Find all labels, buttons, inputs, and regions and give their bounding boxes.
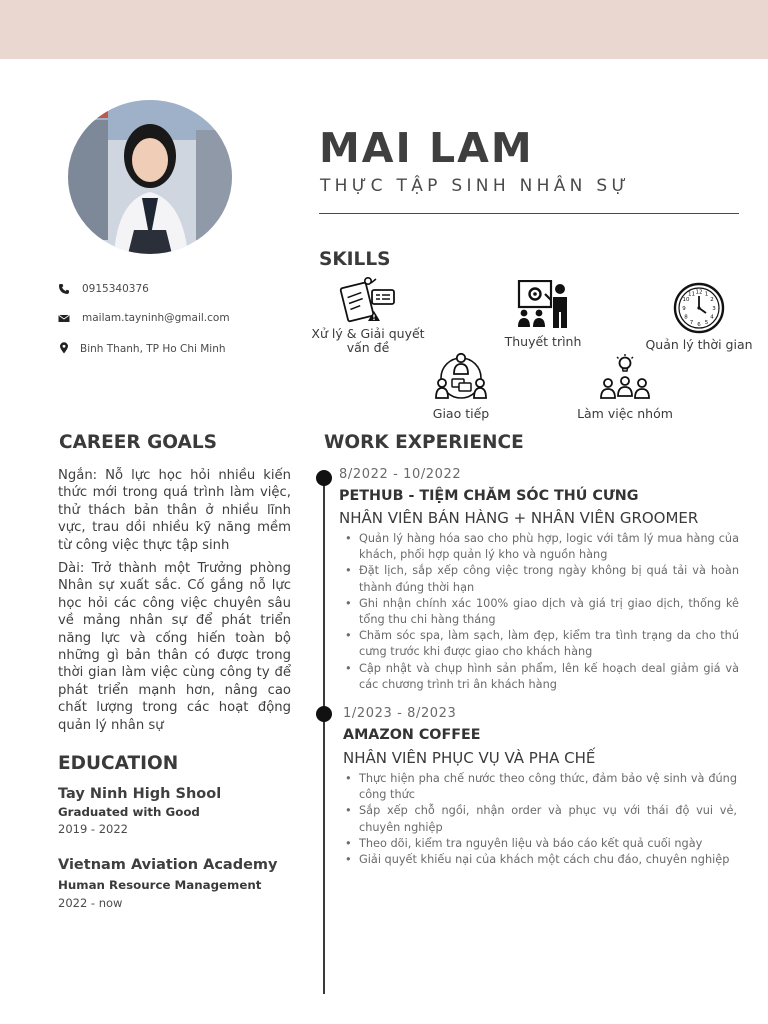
job-company: PETHUB - TIỆM CHĂM SÓC THÚ CƯNG — [339, 488, 639, 504]
presentation-icon — [515, 280, 571, 330]
skill-presentation — [496, 280, 590, 349]
job-duty-item: • Chăm sóc spa, làm sạch, làm đẹp, kiểm tra tình trạng da cho thú cưng trước khi được giao cho khách hàng — [341, 628, 739, 660]
problem-solving-icon — [338, 275, 398, 327]
timeline-dot — [316, 706, 332, 722]
skills-heading: SKILLS — [319, 249, 391, 270]
location-pin-icon — [58, 342, 70, 354]
job-duty-item: • Thực hiện pha chế nước theo công thức, đảm bảo vệ sinh và đúng công thức — [341, 771, 737, 803]
education-dates: 2022 - now — [58, 896, 123, 910]
career-goals-text — [58, 467, 291, 740]
skill-label: Giao tiếp — [432, 406, 490, 421]
job-duty-item: • Cập nhật và chụp hình sản phẩm, lên kế hoạch deal giảm giá và các chương trình tri ân khách hàng — [341, 661, 739, 693]
skill-label: Xử lý & Giải quyết — [311, 326, 425, 341]
skill-time-management — [645, 282, 753, 352]
svg-text:1: 1 — [704, 291, 709, 298]
timeline-line — [323, 478, 325, 994]
mail-icon — [58, 312, 70, 324]
svg-text:9: 9 — [682, 306, 686, 312]
svg-text:2: 2 — [710, 297, 714, 303]
candidate-role: THỰC TẬP SINH NHÂN SỰ — [320, 176, 631, 196]
career-goals-heading: CAREER GOALS — [59, 432, 217, 453]
career-goal-long: Dài: Trở thành một Trưởng phòng Nhân sự xuất sắc. Cố gắng nỗ lực học hỏi các công việc chuyên sâu về mảng nhân sự để phát triển năng lực và cống hiến toàn bộ những gì bản thân có được trong thời gian làm việc cùng công ty để phát triển mạnh hơn, nâng cao chất lượng trong các hoạt động quản lý nhân sự — [58, 561, 291, 733]
profile-photo — [68, 100, 232, 254]
job-dates: 1/2023 - 8/2023 — [343, 706, 457, 721]
education-school: Tay Ninh High Shool — [58, 786, 222, 802]
svg-text:11: 11 — [688, 291, 695, 298]
top-color-band — [0, 0, 768, 59]
job-duty-item: • Ghi nhận chính xác 100% giao dịch và giá trị giao dịch, thống kê tổng thu chi hàng tháng — [341, 596, 739, 628]
education-dates: 2019 - 2022 — [58, 822, 128, 836]
education-school: Vietnam Aviation Academy — [58, 857, 278, 873]
svg-text:12: 12 — [695, 289, 703, 296]
skill-label: Thuyết trình — [504, 334, 582, 349]
teamwork-icon — [598, 354, 652, 404]
education-detail: Graduated with Good — [58, 805, 200, 819]
svg-text:6: 6 — [697, 322, 701, 328]
timeline-dot — [316, 470, 332, 486]
job-duty-item: • Đặt lịch, sắp xếp công việc trong ngày không bị quá tải và hoàn thành đúng thời hạn — [341, 563, 739, 595]
svg-text:4: 4 — [710, 314, 714, 321]
communication-icon — [433, 352, 489, 404]
skill-label: Quản lý thời gian — [645, 337, 753, 352]
candidate-name: MAI LAM — [319, 124, 534, 172]
svg-text:3: 3 — [712, 306, 716, 312]
contact-email: mailam.tayninh@gmail.com — [82, 312, 230, 324]
job-duties-list — [341, 531, 739, 693]
skill-label-line2: vấn đề — [346, 340, 390, 355]
job-duty-item: • Theo dõi, kiểm tra nguyên liệu và báo cáo kết quả cuối ngày — [341, 836, 737, 852]
skill-problem-solving — [310, 275, 426, 355]
skill-teamwork — [572, 354, 678, 421]
svg-text:8: 8 — [684, 314, 688, 321]
skill-label: Làm việc nhóm — [577, 406, 673, 421]
work-experience-heading: WORK EXPERIENCE — [324, 432, 524, 453]
education-heading: EDUCATION — [58, 753, 179, 774]
job-position: NHÂN VIÊN PHỤC VỤ VÀ PHA CHẾ — [343, 749, 596, 767]
career-goal-short: Ngắn: Nỗ lực học hỏi nhiều kiến thức mới trong quá trình làm việc, thử thách bản thân ở nhiều lĩnh vực, trau dồi nhiều kỹ năng mềm từ công việc thực tập sinh — [58, 468, 291, 553]
job-company: AMAZON COFFEE — [343, 727, 481, 743]
job-position: NHÂN VIÊN BÁN HÀNG + NHÂN VIÊN GROOMER — [339, 509, 699, 527]
job-duty-item: • Quản lý hàng hóa sao cho phù hợp, logic với tâm lý mua hàng của khách, phối hợp quản lý kho và nguồn hàng — [341, 531, 739, 563]
contact-address: Binh Thanh, TP Ho Chi Minh — [80, 343, 226, 355]
job-duty-item: • Giải quyết khiếu nại của khách một cách chu đáo, chuyên nghiệp — [341, 852, 737, 868]
svg-text:10: 10 — [682, 297, 690, 303]
clock-icon — [673, 282, 725, 334]
phone-icon — [58, 283, 70, 295]
job-duty-item: • Sắp xếp chỗ ngồi, nhận order và phục vụ với thái độ vui vẻ, chuyên nghiệp — [341, 803, 737, 835]
svg-text:5: 5 — [704, 320, 709, 326]
header-divider — [319, 213, 739, 214]
svg-text:7: 7 — [689, 320, 694, 326]
contact-phone: 0915340376 — [82, 283, 149, 295]
job-duties-list — [341, 771, 737, 868]
education-detail: Human Resource Management — [58, 878, 262, 892]
skill-communication — [418, 352, 504, 421]
job-dates: 8/2022 - 10/2022 — [339, 467, 462, 482]
